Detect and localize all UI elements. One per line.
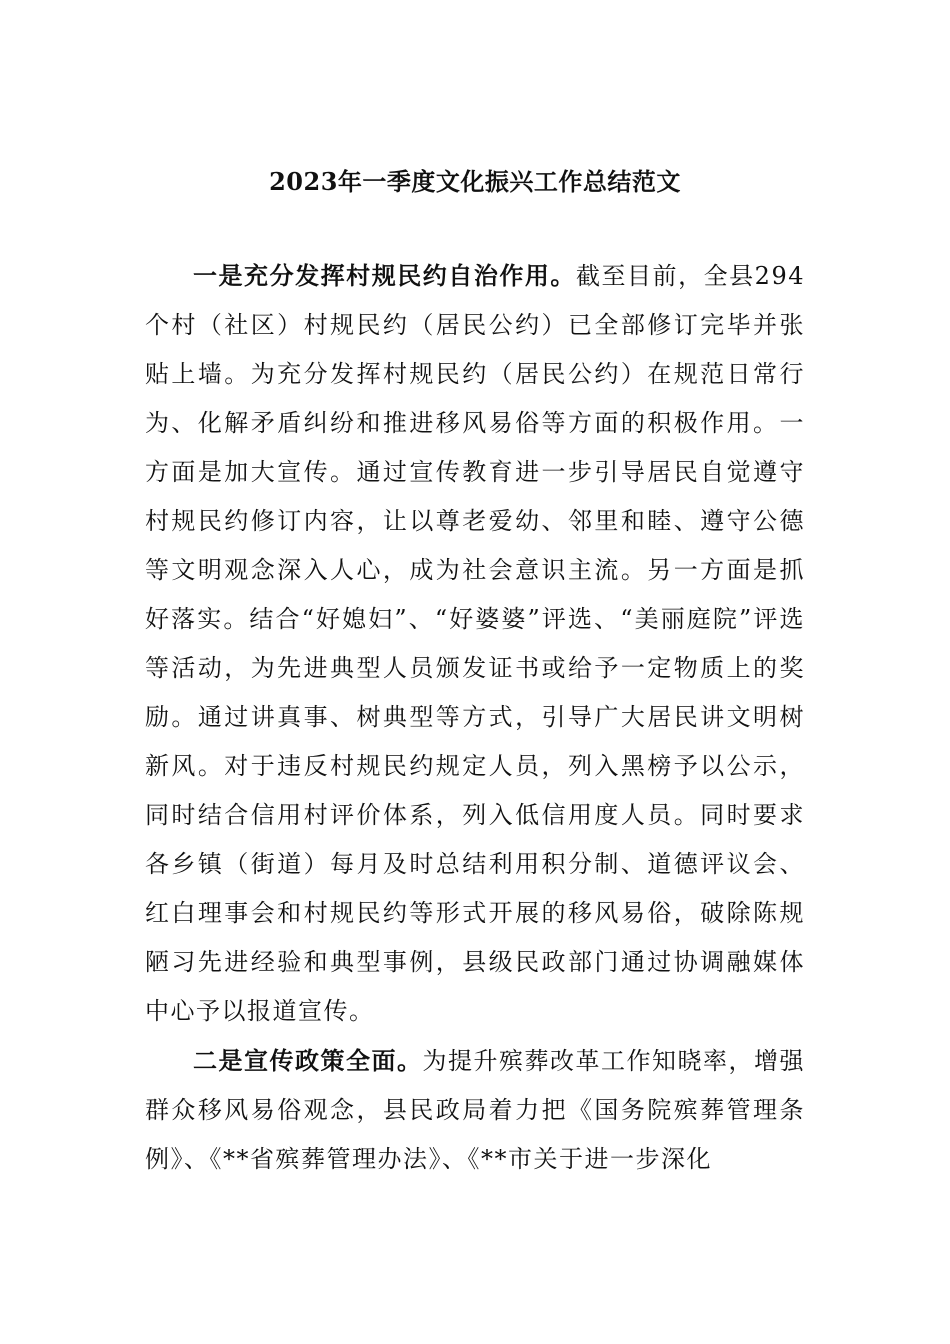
paragraph-1-lead: 一是充分发挥村规民约自治作用。 xyxy=(193,261,576,290)
paragraph-1-text: 截至目前，全县294个村（社区）村规民约（居民公约）已全部修订完毕并张贴上墙。为充分发挥村规民约（居民公约）在规范日常行为、化解矛盾纠纷和推进移风易俗等方面的积极作用。一方面是加大宣传。通过宣传教育进一步引导居民自觉遵守村规民约修订内容，让以尊老爱幼、邻里和睦、遵守公德等文明观念深入人心，成为社会意识主流。另一方面是抓好落实。结合“好媳妇”、“好婆婆”评选、“美丽庭院”评选等活动，为先进典型人员颁发证书或给予一定物质上的奖励。通过讲真事、树典型等方式，引导广大居民讲文明树新风。对于违反村规民约规定人员，列入黑榜予以公示，同时结合信用村评价体系，列入低信用度人员。同时要求各乡镇（街道）每月及时总结利用积分制、道德评议会、红白理事会和村规民约等形式开展的移风易俗，破除陈规陋习先进经验和典型事例，县级民政部门通过协调融媒体中心予以报道宣传。 xyxy=(145,262,805,1025)
document-body xyxy=(145,251,805,1184)
document-title: 2023年一季度文化振兴工作总结范文 xyxy=(269,167,681,196)
paragraph-2-text: 为提升殡葬改革工作知晓率，增强群众移风易俗观念，县民政局着力把《国务院殡葬管理条例》、《**省殡葬管理办法》、《**市关于进一步深化 xyxy=(145,1047,805,1173)
paragraph-2-lead: 二是宣传政策全面。 xyxy=(193,1046,423,1075)
paragraph-2 xyxy=(145,1036,805,1184)
paragraph-1 xyxy=(145,251,805,1036)
